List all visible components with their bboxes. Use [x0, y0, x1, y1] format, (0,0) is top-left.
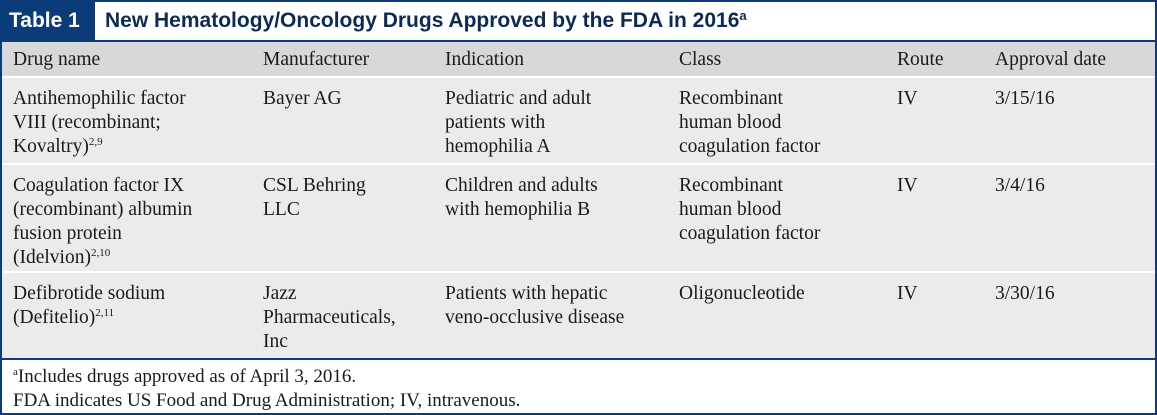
manufacturer-cell: [263, 174, 433, 222]
indication-cell: [445, 87, 670, 159]
title-footnote-mark: a: [739, 8, 747, 23]
abbreviations-note: FDA indicates US Food and Drug Administration; IV, intravenous.: [13, 390, 521, 411]
approval-date-cell: 3/15/16: [995, 88, 1055, 109]
drug-name-line: VIII (recombinant;: [13, 112, 161, 133]
reference-superscript: 2,10: [90, 247, 111, 259]
drug-name-line: [13, 246, 253, 270]
class-line: coagulation factor: [679, 136, 821, 157]
route-cell: IV: [897, 88, 918, 109]
column-header-route: Route: [897, 49, 944, 70]
drug-name-line: Defibrotide sodium: [13, 283, 166, 304]
approval-date-cell: 3/4/16: [995, 175, 1045, 196]
column-header-approval-date: Approval date: [995, 49, 1107, 70]
footnote-a: [13, 365, 1155, 389]
class-line: Recombinant: [679, 175, 783, 196]
class-cell: [679, 282, 889, 306]
drug-name-line: Antihemophilic factor: [13, 88, 186, 109]
manufacturer-line: Pharmaceuticals,: [263, 307, 396, 328]
indication-line: with hemophilia B: [445, 199, 591, 220]
class-cell: [679, 87, 889, 159]
manufacturer-line: Inc: [263, 331, 288, 352]
manufacturer-cell: [263, 87, 433, 111]
reference-superscript: 2,9: [88, 136, 103, 148]
column-header-indication: Indication: [445, 49, 525, 70]
table-title-text: New Hematology/Oncology Drugs Approved by the FDA in 2016: [105, 9, 740, 32]
indication-line: patients with: [445, 112, 546, 133]
class-line: Recombinant: [679, 88, 783, 109]
drug-name-cell: [13, 282, 253, 330]
class-line: coagulation factor: [679, 223, 821, 244]
class-line: human blood: [679, 199, 782, 220]
manufacturer-cell: [263, 282, 433, 354]
class-cell: [679, 174, 889, 246]
footnote-a-text: Includes drugs approved as of April 3, 2016.: [17, 366, 357, 387]
indication-line: Children and adults: [445, 175, 598, 196]
table-title: [105, 2, 747, 40]
drug-name-line: [13, 135, 253, 159]
table-footnotes: [2, 358, 1155, 413]
drug-name-line: (recombinant) albumin: [13, 199, 193, 220]
indication-line: Pediatric and adult: [445, 88, 592, 109]
column-header-class: Class: [679, 49, 722, 70]
manufacturer-line: Jazz: [263, 283, 297, 304]
approval-date-cell: 3/30/16: [995, 283, 1055, 304]
reference-superscript: 2,11: [95, 307, 115, 319]
indication-line: veno-occlusive disease: [445, 307, 625, 328]
drug-name-text: (Defitelio): [13, 307, 96, 328]
manufacturer-line: CSL Behring: [263, 175, 366, 196]
table-row: [2, 77, 1155, 164]
drug-name-cell: [13, 174, 253, 270]
table-title-bar: [2, 2, 1155, 42]
indication-cell: [445, 174, 670, 222]
drug-name-line: fusion protein: [13, 223, 122, 244]
route-cell: IV: [897, 283, 918, 304]
column-header-manufacturer: Manufacturer: [263, 49, 370, 70]
manufacturer-line: Bayer AG: [263, 88, 342, 109]
column-header-drug-name: Drug name: [13, 49, 101, 70]
indication-cell: [445, 282, 670, 330]
class-line: Oligonucleotide: [679, 283, 805, 304]
drug-name-text: (Idelvion): [13, 247, 91, 268]
table-number-label: Table 1: [2, 2, 95, 40]
drug-name-cell: [13, 87, 253, 159]
drug-name-line: [13, 306, 253, 330]
table-row: [2, 163, 1155, 273]
drug-name-line: Coagulation factor IX: [13, 175, 185, 196]
drug-name-text: Kovaltry): [13, 136, 89, 157]
indication-line: hemophilia A: [445, 136, 551, 157]
table-header-row: [2, 42, 1155, 76]
route-cell: IV: [897, 175, 918, 196]
class-line: human blood: [679, 112, 782, 133]
footnote-mark: a: [13, 366, 18, 378]
table-row: [2, 271, 1155, 359]
indication-line: Patients with hepatic: [445, 283, 608, 304]
manufacturer-line: LLC: [263, 199, 300, 220]
